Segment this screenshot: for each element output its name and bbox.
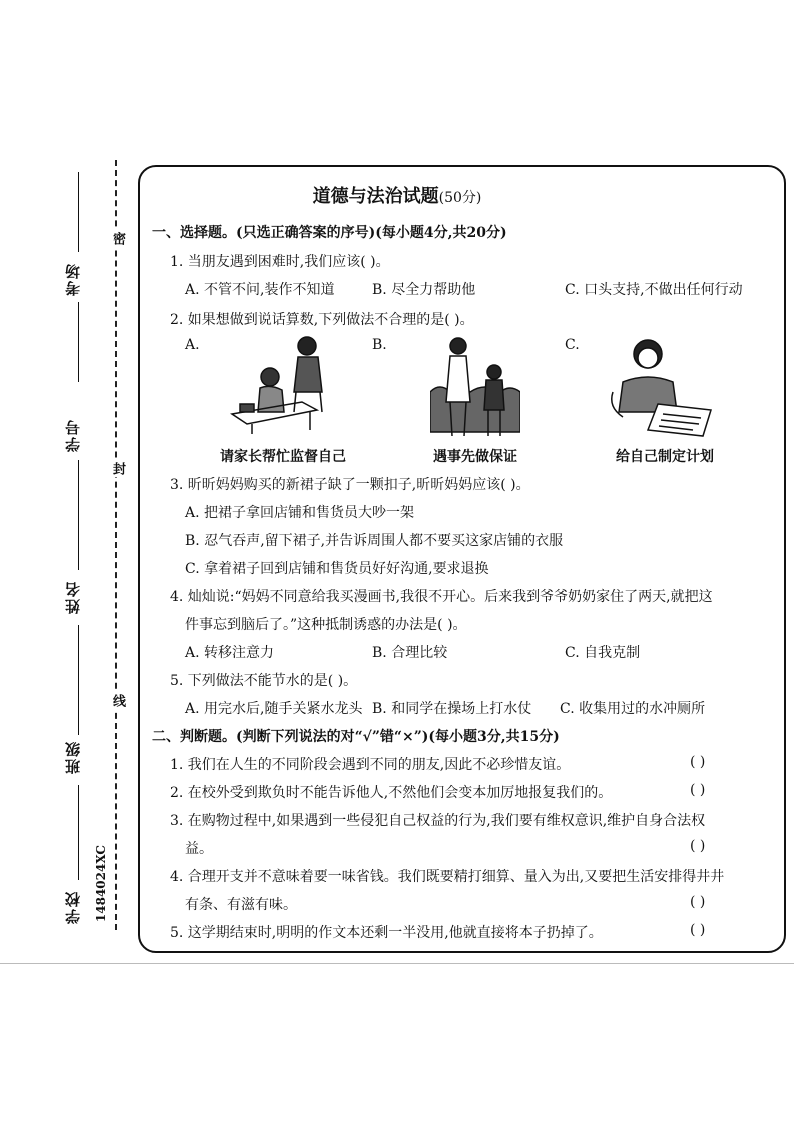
q1-option-b: B. 尽全力帮助他 [372,282,476,298]
seal-dashed-line [115,160,117,930]
seal-char-feng: 封 [110,462,125,475]
judge-4-line-1: 4. 合理开支并不意味着要一味省钱。我们既要精打细算、量入为出,又要把生活安排得井井 [170,869,725,885]
q4-stem: 4. 灿灿说:“妈妈不同意给我买漫画书,我很不开心。后来我到爷爷奶奶家住了两天,就把这 [170,589,713,605]
page-bottom-rule [0,963,794,964]
q5-option-a: A. 用完水后,随手关紧水龙头 [185,701,363,717]
title-text: 道德与法治试题 [312,186,439,207]
seal-char-mi: 密 [110,232,125,245]
school-label: 学校 [64,890,82,924]
judge-4-blank[interactable]: ( ) [690,894,706,910]
page-title [0,182,794,208]
q1-option-c: C. 口头支持,不做出任何行动 [565,282,743,298]
q2-caption-c: 给自己制定计划 [616,449,714,465]
illustration-making-promise [430,332,520,440]
q4-option-b: B. 合理比较 [372,645,448,661]
student-no-label: 学号 [64,418,82,452]
class-label: 班级 [64,740,82,774]
judge-4-line-2: 有条、有滋有味。 [185,897,297,913]
student-no-line [78,302,79,382]
q1-option-a: A. 不管不问,装作不知道 [185,282,335,298]
judge-2-blank[interactable]: ( ) [690,782,706,798]
q3-option-b: B. 忍气吞声,留下裙子,并告诉周围人都不要买这家店铺的衣服 [185,533,564,549]
judge-2: 2. 在校外受到欺负时不能告诉他人,不然他们会变本加厉地报复我们的。 [170,785,613,801]
q5-option-c: C. 收集用过的水冲厕所 [560,701,706,717]
school-line [78,785,79,880]
exam-code: 1484024XC [94,845,108,923]
seal-char-xian: 线 [110,694,125,707]
judge-5: 5. 这学期结束时,明明的作文本还剩一半没用,他就直接将本子扔掉了。 [170,925,603,941]
q2-option-a: A. [185,337,200,353]
judge-1: 1. 我们在人生的不同阶段会遇到不同的朋友,因此不必珍惜友谊。 [170,757,571,773]
q3-option-a: A. 把裙子拿回店铺和售货员大吵一架 [185,505,415,521]
class-line [78,625,79,735]
q5-option-b: B. 和同学在操场上打水仗 [372,701,532,717]
q3-stem: 3. 昕昕妈妈购买的新裙子缺了一颗扣子,昕昕妈妈应该( )。 [170,477,530,493]
section-2-heading: 二、判断题。(判断下列说法的对“√”错“×”)(每小题3分,共15分) [152,729,560,745]
title-score: (50分) [438,190,482,206]
section-1-heading: 一、选择题。(只选正确答案的序号)(每小题4分,共20分) [152,225,507,241]
q2-caption-b: 遇事先做保证 [433,449,517,465]
judge-3-line-2: 益。 [185,841,213,857]
exam-room-label: 考场 [64,262,82,296]
q2-stem: 2. 如果想做到说话算数,下列做法不合理的是( )。 [170,312,474,328]
judge-5-blank[interactable]: ( ) [690,922,706,938]
q2-option-c: C. [565,337,580,353]
q4-option-a: A. 转移注意力 [185,645,275,661]
name-line [78,460,79,570]
judge-1-blank[interactable]: ( ) [690,754,706,770]
q2-caption-a: 请家长帮忙监督自己 [220,449,346,465]
q1-stem: 1. 当朋友遇到困难时,我们应该( )。 [170,254,390,270]
q2-option-b: B. [372,337,387,353]
q4-stem-cont: 件事忘到脑后了。”这种抵制诱惑的办法是( )。 [185,617,467,633]
illustration-parent-supervising [222,332,337,437]
illustration-making-plan [603,332,721,440]
name-label: 姓名 [64,580,82,614]
judge-3-blank[interactable]: ( ) [690,838,706,854]
q4-option-c: C. 自我克制 [565,645,641,661]
q3-option-c: C. 拿着裙子回到店铺和售货员好好沟通,要求退换 [185,561,489,577]
q5-stem: 5. 下列做法不能节水的是( )。 [170,673,358,689]
judge-3-line-1: 3. 在购物过程中,如果遇到一些侵犯自己权益的行为,我们要有维权意识,维护自身合法权 [170,813,706,829]
